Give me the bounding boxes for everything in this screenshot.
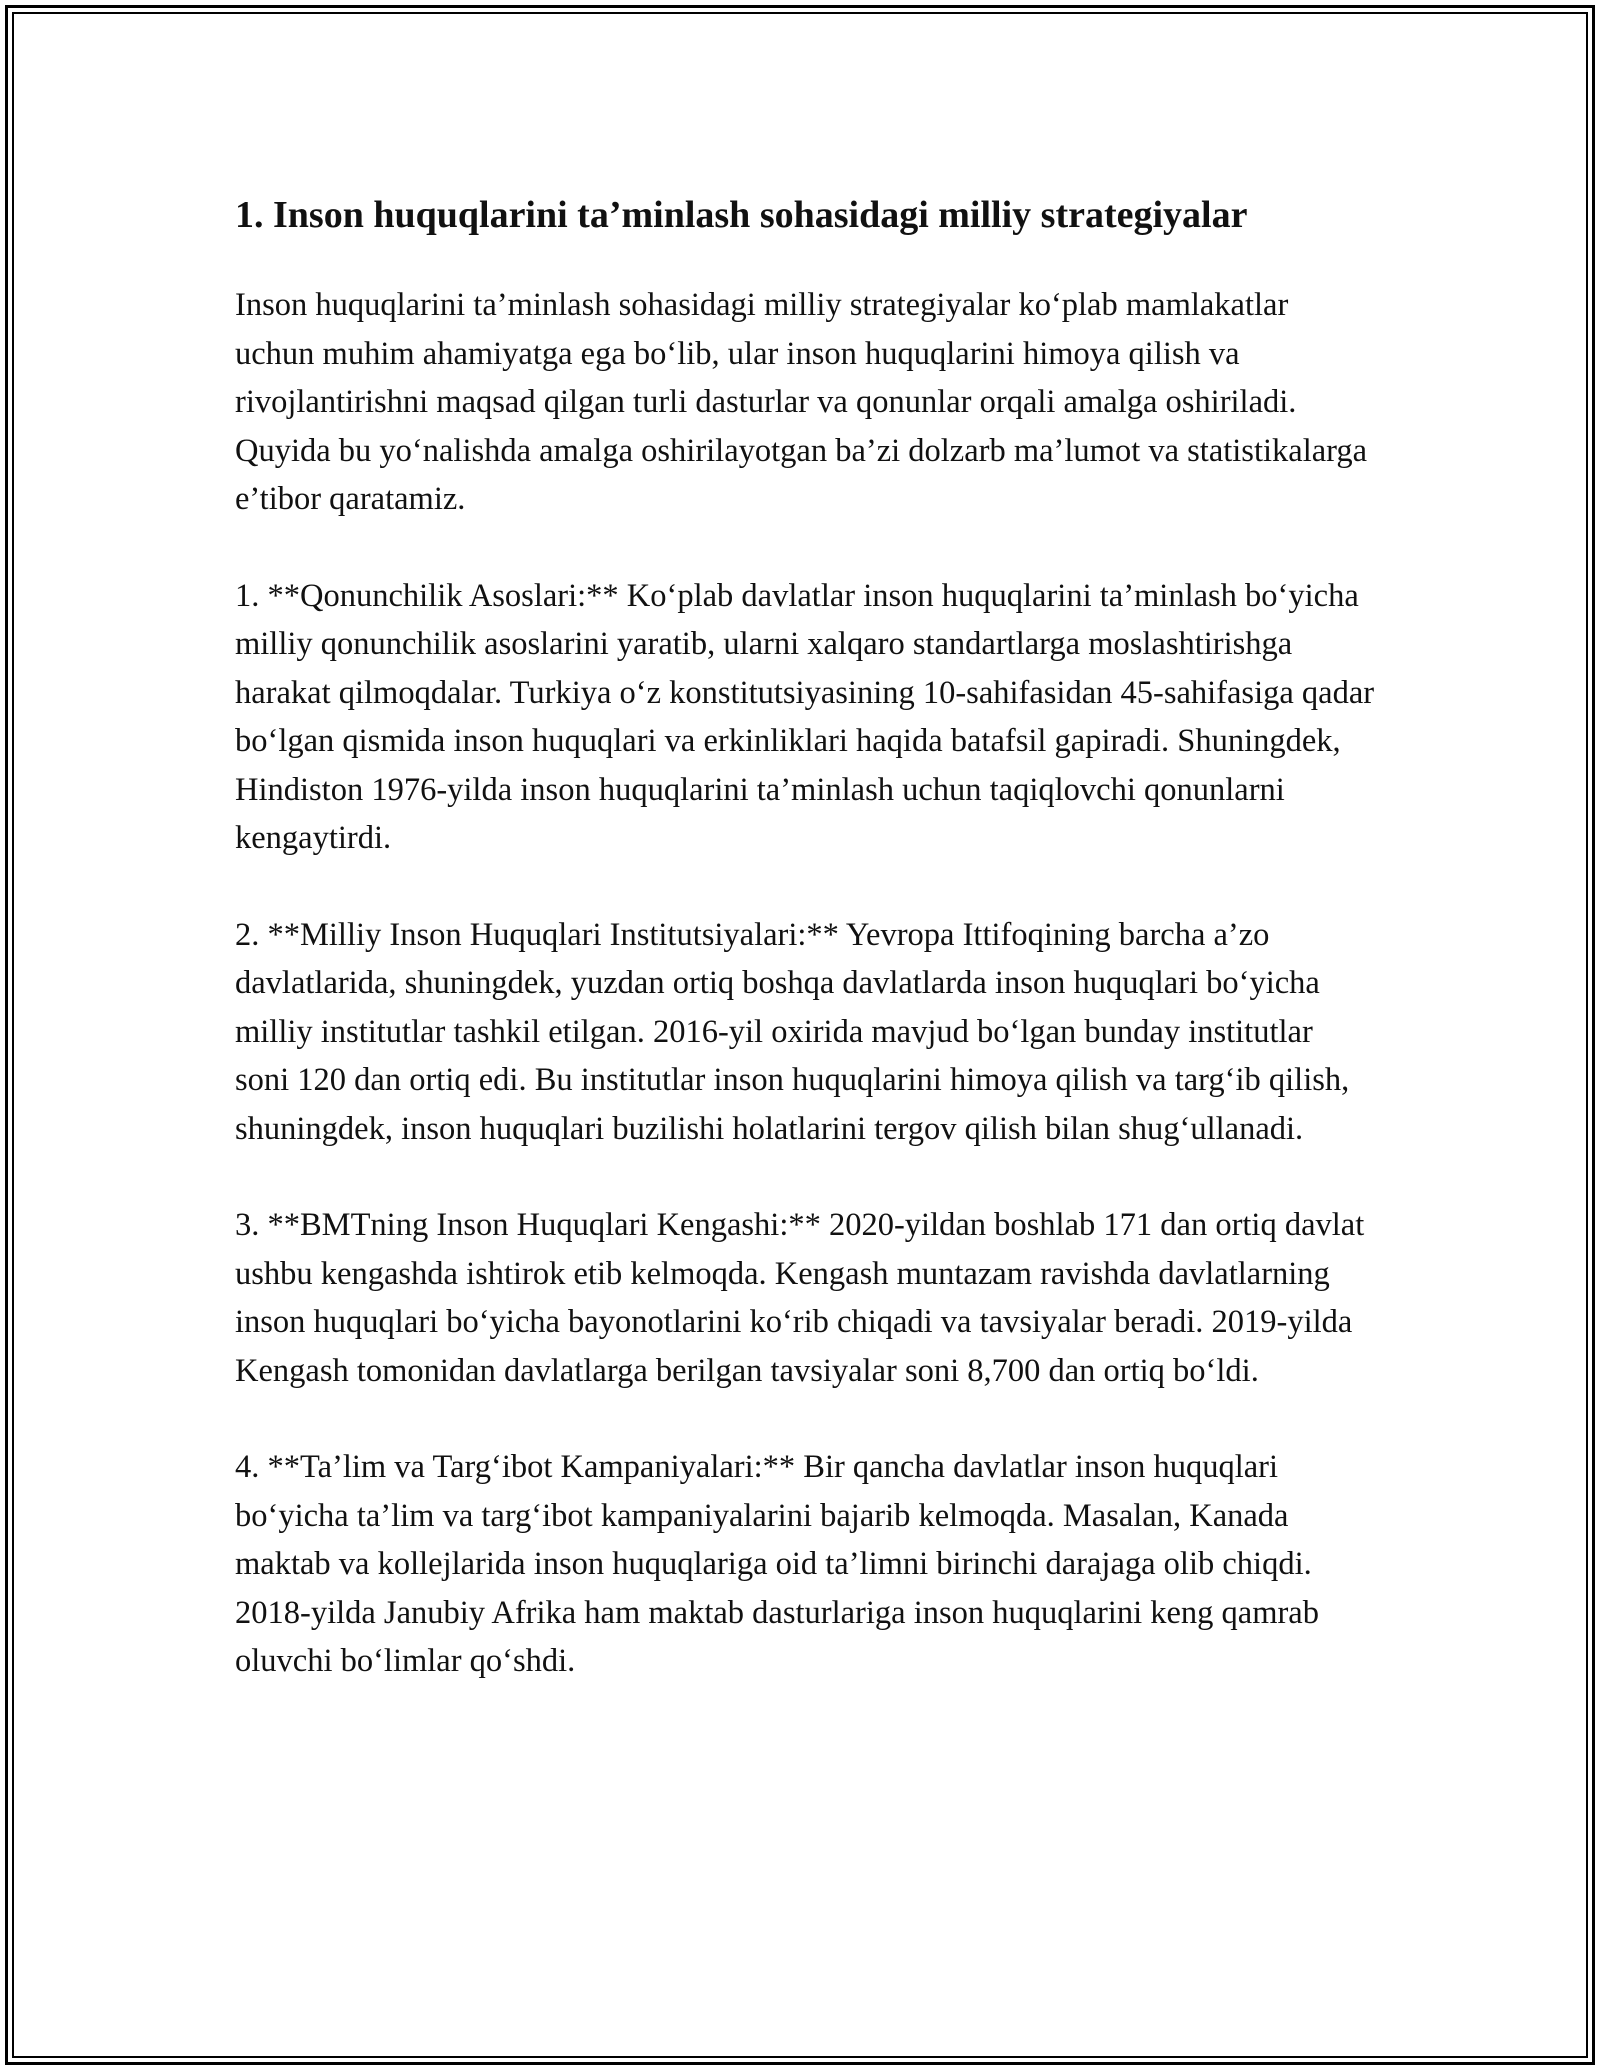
paragraph-legal-foundations: 1. **Qonunchilik Asoslari:** Ko‘plab davlatlar inson huquqlarini ta’minlash bo‘yicha milliy qonunchilik asoslarini yaratib, ularni xalqaro standartlarga moslashtirishga harakat qilmoqdalar. Turkiya o‘z konstitutsiyasining 10-sahifasidan 45-sahifasiga qadar bo‘lgan qismida inson huquqlari va erkinliklari haqida batafsil gapiradi. Shuningdek, Hindiston 1976-yilda inson huquqlarini ta’minlash uchun taqiqlovchi qonunlarni kengaytirdi. [235,577,1375,856]
section-heading: 1. Inson huquqlarini ta’minlash sohasidagi milliy strategiyalar [235,194,1248,236]
document-body [235,183,1375,1734]
paragraph-education-campaigns: 4. **Ta’lim va Targ‘ibot Kampaniyalari:** Bir qancha davlatlar inson huquqlari bo‘yicha ta’lim va targ‘ibot kampaniyalarini bajarib kelmoqda. Masalan, Kanada maktab va kollejlarida inson huquqlariga oid ta’limni birinchi darajaga olib chiqdi. 2018-yilda Janubiy Afrika ham maktab dasturlariga inson huquqlarini keng qamrab oluvchi bo‘limlar qo‘shdi. [235,1449,1319,1679]
paragraph-national-institutions: 2. **Milliy Inson Huquqlari Institutsiyalari:** Yevropa Ittifoqining barcha a’zo davlatlarida, shuningdek, yuzdan ortiq boshqa davlatlarda inson huquqlari bo‘yicha milliy institutlar tashkil etilgan. 2016-yil oxirida mavjud bo‘lgan bunday institutlar soni 120 dan ortiq edi. Bu institutlar inson huquqlarini himoya qilish va targ‘ib qilish, shuningdek, inson huquqlari buzilishi holatlarini tergov qilish bilan shug‘ullanadi. [235,916,1350,1147]
paragraph-un-council: 3. **BMTning Inson Huquqlari Kengashi:** 2020-yildan boshlab 171 dan ortiq davlat ushbu kengashda ishtirok etib kelmoqda. Kengash muntazam ravishda davlatlarning inson huquqlari bo‘yicha bayonotlarini ko‘rib chiqadi va tavsiyalar beradi. 2019-yilda Kengash tomonidan davlatlarga berilgan tavsiyalar soni 8,700 dan ortiq bo‘ldi. [235,1207,1365,1389]
intro-paragraph: Inson huquqlarini ta’minlash sohasidagi milliy strategiyalar ko‘plab mamlakatlar uchun muhim ahamiyatga ega bo‘lib, ular inson huquqlarini himoya qilish va rivojlantirishni maqsad qilgan turli dasturlar va qonunlar orqali amalga oshiriladi. Quyida bu yo‘nalishda amalga oshirilayotgan ba’zi dolzarb ma’lumot va statistikalarga e’tibor qaratamiz. [235,287,1368,517]
